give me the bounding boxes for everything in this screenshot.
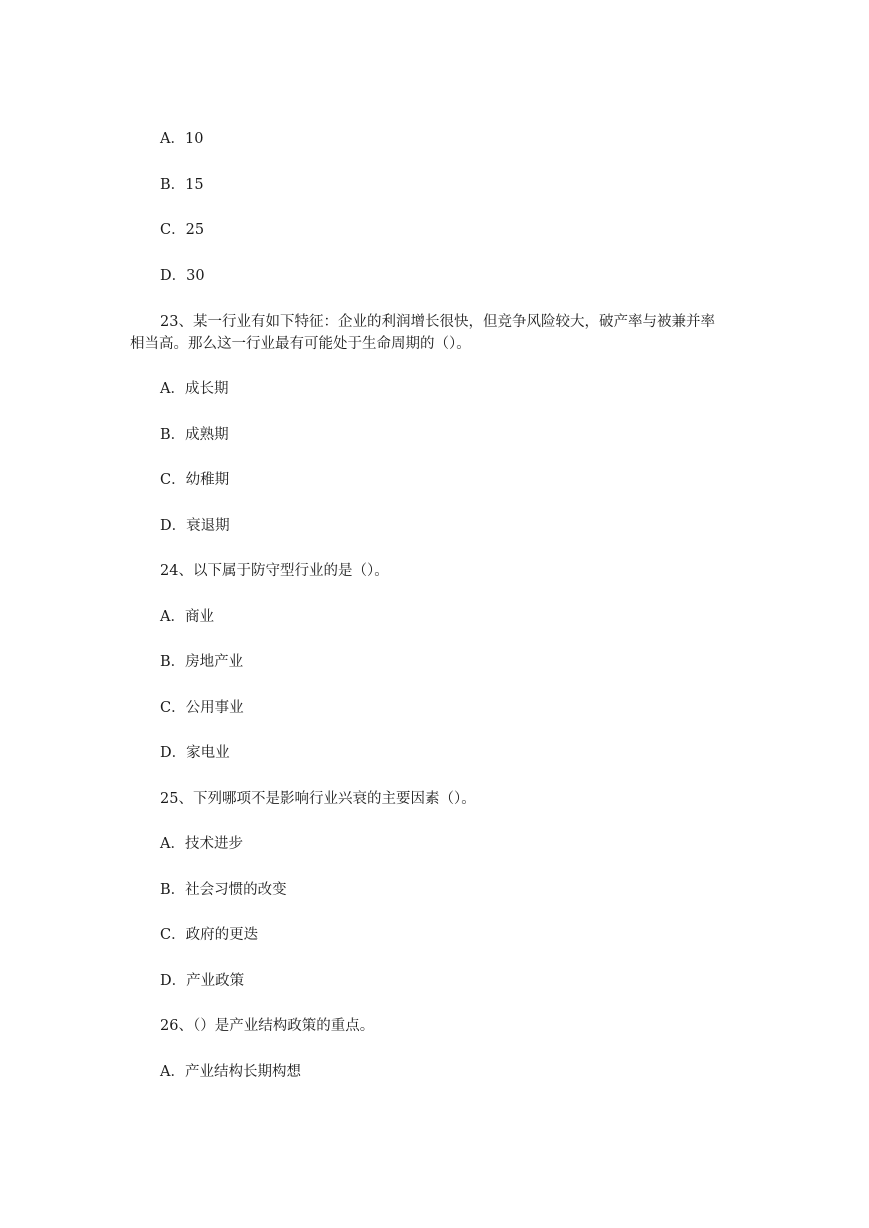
- q23-stem-line2: 相当高。那么这一行业最有可能处于生命周期的（）。: [130, 336, 471, 352]
- q23-option-b: B．成熟期: [160, 427, 229, 443]
- q25-option-b: B．社会习惯的改变: [160, 882, 287, 898]
- q22-option-d: D．30: [160, 268, 205, 284]
- q22-option-a: A．10: [160, 131, 204, 147]
- q25-option-c: C．政府的更迭: [160, 927, 259, 943]
- q25-option-a: A．技术进步: [160, 836, 243, 852]
- q23-option-a: A．成长期: [160, 381, 229, 397]
- q25-stem: 25、下列哪项不是影响行业兴衰的主要因素（）。: [160, 791, 476, 807]
- q25-option-d: D．产业政策: [160, 973, 245, 989]
- q23-option-d: D．衰退期: [160, 518, 230, 534]
- q23-option-c: C．幼稚期: [160, 472, 230, 488]
- q24-option-b: B．房地产业: [160, 654, 244, 670]
- q24-option-a: A．商业: [160, 609, 214, 625]
- q22-option-b: B．15: [160, 177, 204, 193]
- q24-stem: 24、以下属于防守型行业的是（）。: [160, 563, 389, 579]
- q26-option-a: A．产业结构长期构想: [160, 1064, 301, 1080]
- q24-option-c: C．公用事业: [160, 700, 244, 716]
- q23-stem-line1: 23、某一行业有如下特征：企业的利润增长很快，但竞争风险较大，破产率与被兼并率: [160, 314, 715, 330]
- q24-option-d: D．家电业: [160, 745, 230, 761]
- q26-stem: 26、（）是产业结构政策的重点。: [160, 1018, 375, 1034]
- q22-option-c: C．25: [160, 222, 205, 238]
